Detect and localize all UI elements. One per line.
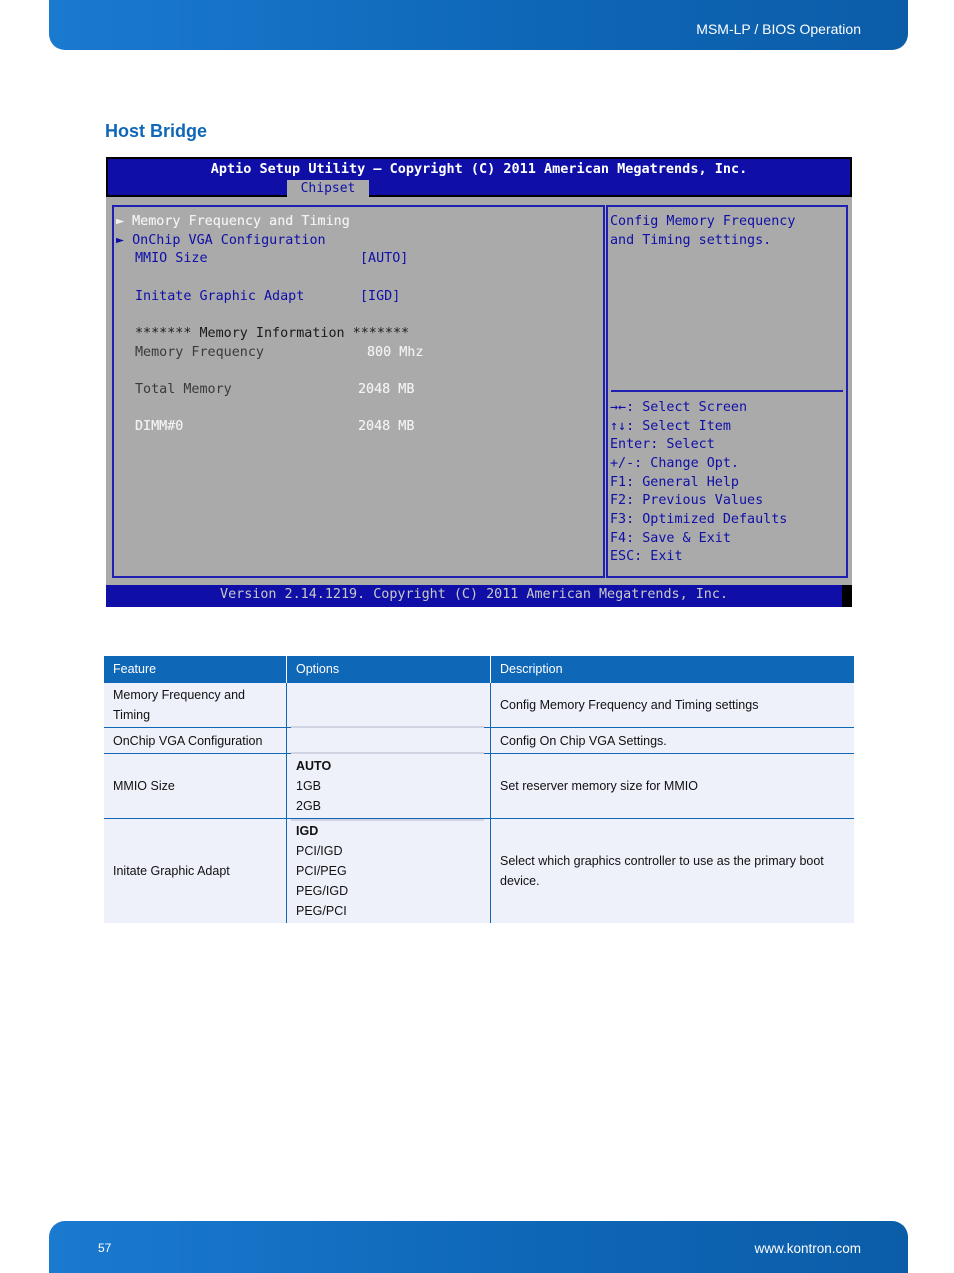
key-hint: F4: Save & Exit bbox=[610, 531, 731, 546]
document-title: MSM-LP / BIOS Operation bbox=[696, 21, 861, 37]
key-hint: →←: Select Screen bbox=[610, 400, 748, 415]
key-hint: +/-: Change Opt. bbox=[610, 456, 739, 471]
table-row bbox=[104, 683, 854, 728]
option-default: AUTO bbox=[296, 759, 332, 773]
key-hint: F2: Previous Values bbox=[610, 493, 764, 508]
bios-title: Aptio Setup Utility – Copyright (C) 2011 American Megatrends, Inc. bbox=[210, 161, 748, 177]
bios-screenshot bbox=[106, 157, 852, 607]
option: PCI/PEG bbox=[296, 864, 347, 878]
total-memory-label: Total Memory bbox=[135, 382, 232, 397]
feature-cell: Timing bbox=[113, 708, 151, 722]
header-banner bbox=[49, 0, 908, 50]
description-cell: Set reserver memory size for MMIO bbox=[500, 779, 698, 793]
column-header-options: Options bbox=[296, 662, 340, 676]
feature-cell: Memory Frequency and bbox=[113, 688, 246, 702]
total-memory-value: 2048 MB bbox=[358, 382, 415, 397]
option: PCI/IGD bbox=[296, 844, 343, 858]
memory-frequency-value: 800 Mhz bbox=[367, 345, 424, 360]
footer-banner bbox=[49, 1221, 908, 1273]
options-cell bbox=[296, 821, 348, 921]
feature-cell: OnChip VGA Configuration bbox=[113, 734, 263, 748]
option-default: IGD bbox=[296, 824, 319, 838]
description-cell: Config Memory Frequency and Timing settings bbox=[500, 698, 759, 712]
table-header bbox=[104, 656, 854, 683]
help-divider bbox=[611, 390, 843, 392]
bios-version: Version 2.14.1219. Copyright (C) 2011 American Megatrends, Inc. bbox=[220, 587, 728, 602]
options-cell bbox=[296, 756, 331, 816]
description-cell: Select which graphics controller to use as the primary boot bbox=[500, 854, 824, 868]
bios-body bbox=[106, 197, 852, 585]
tab-chipset[interactable]: Chipset bbox=[287, 180, 369, 198]
section-title: Host Bridge bbox=[105, 121, 208, 141]
setting-label-graphic-adapt: Initate Graphic Adapt bbox=[135, 289, 305, 304]
option: PEG/PCI bbox=[296, 904, 347, 918]
option: 1GB bbox=[296, 779, 322, 793]
feature-cell: MMIO Size bbox=[113, 779, 175, 793]
key-hint: F3: Optimized Defaults bbox=[610, 512, 788, 527]
key-hint: ↑↓: Select Item bbox=[610, 419, 731, 434]
key-hint: Enter: Select bbox=[610, 437, 715, 452]
table-row bbox=[104, 819, 854, 923]
key-hint: ESC: Exit bbox=[610, 549, 683, 564]
bios-header bbox=[106, 157, 852, 197]
menu-item-memory-frequency[interactable]: ► Memory Frequency and Timing bbox=[116, 214, 350, 229]
dimm0-label: DIMM#0 bbox=[135, 419, 184, 434]
help-text-line: and Timing settings. bbox=[610, 233, 772, 248]
website-link[interactable]: www.kontron.com bbox=[754, 1241, 861, 1256]
table-row bbox=[104, 754, 854, 819]
setting-value-graphic-adapt[interactable]: [IGD] bbox=[360, 289, 401, 304]
help-text-line: Config Memory Frequency bbox=[610, 214, 796, 229]
bios-help-panel bbox=[606, 205, 848, 578]
key-hint: F1: General Help bbox=[610, 475, 739, 490]
memory-frequency-label: Memory Frequency bbox=[135, 345, 264, 360]
column-header-description: Description bbox=[500, 662, 563, 676]
menu-item-onchip-vga[interactable]: ► OnChip VGA Configuration bbox=[116, 233, 326, 248]
column-header-feature: Feature bbox=[113, 662, 157, 676]
setting-value-mmio-size[interactable]: [AUTO] bbox=[360, 251, 409, 266]
option: PEG/IGD bbox=[296, 884, 349, 898]
page-number: 57 bbox=[98, 1241, 112, 1255]
description-cell: device. bbox=[500, 874, 540, 888]
option: 2GB bbox=[296, 799, 322, 813]
dimm0-value: 2048 MB bbox=[358, 419, 415, 434]
memory-info-heading: ******* Memory Information ******* bbox=[135, 326, 410, 341]
feature-cell: Initate Graphic Adapt bbox=[113, 864, 230, 878]
description-cell: Config On Chip VGA Settings. bbox=[500, 734, 667, 748]
setting-label-mmio-size: MMIO Size bbox=[135, 251, 208, 266]
bios-footer bbox=[106, 585, 842, 607]
table-row bbox=[104, 728, 854, 754]
bios-main-panel bbox=[112, 205, 605, 578]
